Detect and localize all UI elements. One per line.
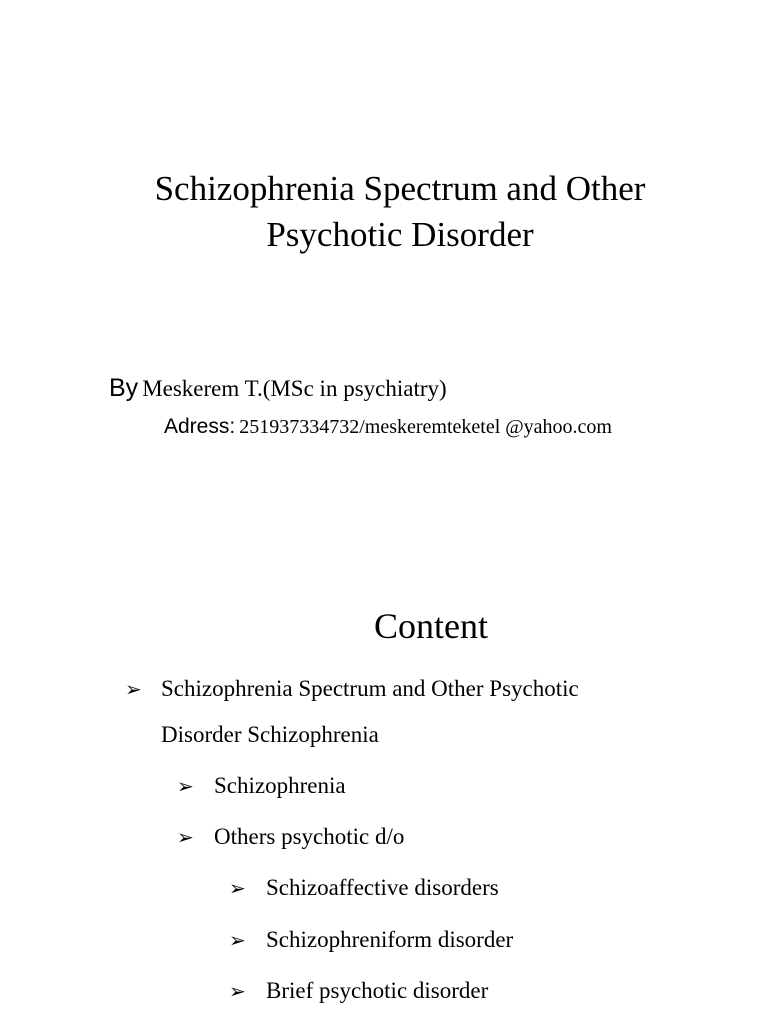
arrow-bullet-icon: ➢: [229, 928, 246, 952]
arrow-bullet-icon: ➢: [177, 774, 194, 798]
outline-item-level2: [177, 763, 346, 809]
author-name: Meskerem T.(MSc in psychiatry): [142, 376, 447, 401]
title-line-2: Psychotic Disorder: [266, 215, 534, 254]
outline-item-line1: Schizophrenia Spectrum and Other Psychotic: [161, 676, 579, 701]
outline-item-level2: [177, 814, 405, 860]
content-heading: Content: [374, 606, 488, 646]
outline-item-level3: [229, 968, 489, 1014]
address-line: [164, 415, 612, 439]
outline-item-level3: [229, 865, 499, 911]
byline: [109, 374, 447, 403]
outline-item-level3: [229, 917, 514, 963]
outline-item-text: Schizophreniform disorder: [266, 927, 514, 952]
address-value: 251937334732/meskeremteketel @yahoo.com: [239, 416, 612, 438]
title-line-1: Schizophrenia Spectrum and Other: [154, 169, 646, 208]
by-label: By: [109, 374, 139, 402]
address-label: Adress:: [164, 415, 236, 438]
arrow-bullet-icon: ➢: [229, 876, 246, 900]
outline-item-text: Schizoaffective disorders: [266, 875, 499, 900]
slide-title: [0, 166, 768, 258]
arrow-bullet-icon: ➢: [177, 825, 194, 849]
arrow-bullet-icon: ➢: [229, 979, 246, 1003]
outline-item-level1: [125, 666, 579, 758]
outline-item-line2: Disorder Schizophrenia: [161, 722, 379, 747]
arrow-bullet-icon: ➢: [125, 677, 142, 701]
outline-item-text: Others psychotic d/o: [214, 824, 405, 849]
outline-item-text: Brief psychotic disorder: [266, 978, 489, 1003]
outline-item-text: Schizophrenia: [214, 773, 346, 798]
